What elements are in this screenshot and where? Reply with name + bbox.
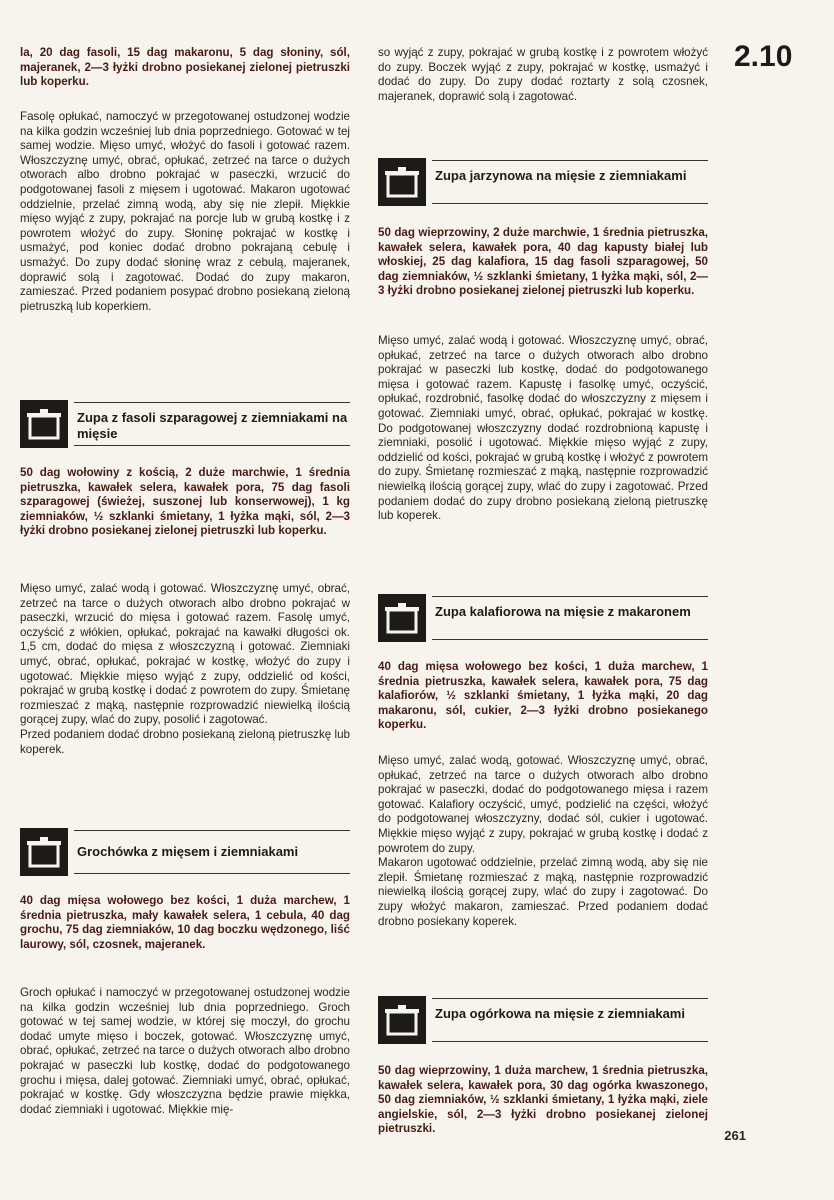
continued-text: so wyjąć z zupy, pokrajać w grubą kostkę i z powrotem włożyć do zupy. Boczek wyjąć z zupy, pokrajać w kostkę, usmażyć i dodać do zupy. Do zupy dodać roztarty z solą czosnek, majeranek, doprawić solą i zagotować. <box>378 46 708 103</box>
recipe-header <box>378 996 708 1044</box>
intro-ingredients: la, 20 dag fasoli, 15 dag makaronu, 5 dag słoniny, sól, majeranek, 2—3 łyżki drobno posiekanej zielonej pietruszki lub koperku. <box>20 46 350 89</box>
recipe-title: Zupa kalafiorowa na mięsie z makaronem <box>435 604 691 619</box>
recipe-ingredients: 50 dag wieprzowiny, 2 duże marchwie, 1 średnia pietruszka, kawałek selera, kawałek pora, 40 dag kapusty białej lub włoskiej, 25 dag kalafiora, 15 dag fasoli szparagowej, 50 dag ziemniaków, ½ szklanki śmietany, 1 łyżka mąki, sól, 2—3 łyżki drobno posiekanej zielonej pietruszki lub koperku. <box>378 226 708 298</box>
pot-icon <box>20 400 68 448</box>
pot-icon <box>378 594 426 642</box>
recipe-ingredients: 50 dag wieprzowiny, 1 duża marchew, 1 średnia pietruszka, kawałek selera, kawałek pora, 30 dag ogórka kwaszonego, 50 dag ziemniaków, ½ szklanki śmietany, 1 łyżka mąki, ziele angielskie, sól, 2—3 łyżki drobno posiekanej zielonej pietruszki. <box>378 1064 708 1136</box>
section-number: 2.10 <box>734 40 793 73</box>
intro-text: Fasolę opłukać, namoczyć w przegotowanej ostudzonej wodzie na kilka godzin wcześniej lub dnia poprzedniego. Gotować w tej samej wodzie. Mięso umyć, włożyć do fasoli i gotować razem. Włoszczyznę umyć, obrać, opłukać, zetrzeć na tarce o dużych otworach albo drobno pokrajać w paseczki, wrzucić do podgotowanej fasoli z mięsem i ugotować. Makaron ugotować oddzielnie, przelać zimną wodą, aby się nie zlepił. Miękkie mięso wyjąć z zupy, pokrajać na porcje lub w grubą kostkę i z powrotem włożyć do zupy. Słoninę pokrajać w kostkę i usmażyć, pod koniec dodać drobno pokrajaną cebulę i usmażyć. Do zupy dodać słoninę wraz z cebulą, majeranek, doprawić solą i zagotować. Dodać do zupy makaron, zamieszać. Przed podaniem posypać drobno posiekaną zieloną pietruszką lub koperkiem. <box>20 110 350 313</box>
recipe-text: Mięso umyć, zalać wodą i gotować. Włoszczyznę umyć, obrać, opłukać, zetrzeć na tarce o dużych otworach albo drobno pokrajać w paseczki lub kostkę, dodać do podgotowanego mięsa i gotować razem. Kapustę i fasolkę umyć, oczyścić, opłukać, rozdrobnić, fasolkę dodać do włoszczyzny z mięsem i gotować. Ziemniaki umyć, obrać, opłukać, pokrajać w kostkę. Do podgotowanej włoszczyzny dodać rozdrobnioną kapustę i ziemniaki, posolić i ugotować. Miękkie mięso wyjąć z zupy, oddzielić od kości, pokrajać w grubą kostkę i włożyć z powrotem do zupy. Śmietanę rozmieszać z mąką, następnie rozprowadzić niewielką ilością gorącej zupy, wlać do zupy i zagotować. Przed podaniem dodać do zupy drobno posiekaną zieloną pietruszkę lub koperek. <box>378 334 708 523</box>
page-number: 261 <box>724 1128 746 1143</box>
recipe-ingredients: 50 dag wołowiny z kością, 2 duże marchwie, 1 średnia pietruszka, kawałek selera, kawałek pora, 75 dag fasoli szparagowej (świeżej, suszonej lub konserwowej), 1 kg ziemniaków, ½ szklanki śmietany, 1 łyżka mąki, sól, 2—3 łyżki drobno posiekanej zielonej pietruszki lub koperku. <box>20 466 350 538</box>
recipe-text: Mięso umyć, zalać wodą, gotować. Włoszczyznę umyć, obrać, opłukać, zetrzeć na tarce o dużych otworach albo drobno pokrajać w paseczki, dodać do podgotowanego mięsa i razem gotować. Kalafiory oczyścić, umyć, podzielić na części, włożyć do podgotowanej włoszczyzny, dodać sól, cukier i ugotować. Miękkie mięso wyjąć z zupy, pokrajać w grubą kostkę i dodać z powrotem do zupy. <box>378 754 708 855</box>
recipe-title: Zupa ogórkowa na mięsie z ziemniakami <box>435 1006 685 1021</box>
recipe-text: Makaron ugotować oddzielnie, przelać zimną wodą, aby się nie zlepił. Śmietanę rozmieszać z mąką, następnie rozprowadzić niewielką ilością gorącej zupy, wlać do zupy i zagotować. Do zupy włożyć makaron, zamieszać. Przed podaniem dodać drobno posiekany koperek. <box>378 856 708 928</box>
recipe-header <box>378 158 708 206</box>
pot-icon <box>20 828 68 876</box>
recipe-ingredients: 40 dag mięsa wołowego bez kości, 1 duża marchew, 1 średnia pietruszka, mały kawałek selera, 1 cebula, 40 dag grochu, 75 dag ziemniaków, 10 dag boczku wędzonego, liść laurowy, sól, czosnek, majeranek. <box>20 894 350 951</box>
recipe-header <box>20 828 350 876</box>
recipe-title: Zupa jarzynowa na mięsie z ziemniakami <box>435 168 687 183</box>
pot-icon <box>378 158 426 206</box>
recipe-header <box>20 400 350 448</box>
recipe-title: Grochówka z mięsem i ziemniakami <box>77 844 299 859</box>
recipe-text: Groch opłukać i namoczyć w przegotowanej ostudzonej wodzie na kilka godzin wcześniej lub dnia poprzedniego. Groch gotować w tej samej wodzie, w której się moczył, do grochu dodać umyte mięso i boczek, gotować. Włoszczyznę umyć, obrać, opłukać, zetrzeć na tarce o dużych otworach albo drobno pokrajać w paseczki lub kostkę, dodać do podgotowanego grochu i mięsa, dalej gotować. Ziemniaki umyć, obrać, opłukać, pokrajać w kostkę. Gdy włoszczyzna będzie prawie miękka, dodać ziemniaki i ugotować. Miękkie mię- <box>20 986 350 1116</box>
recipe-header <box>378 594 708 642</box>
recipe-title: Zupa z fasoli szparagowej z ziemniakami na mięsie <box>77 410 348 441</box>
recipe-ingredients: 40 dag mięsa wołowego bez kości, 1 duża marchew, 1 średnia pietruszka, kawałek selera, kawałek pora, 75 dag kalafiorów, ½ szklanki śmietany, 1 łyżka mąki, 20 dag makaronu, sól, cukier, 2—3 łyżki drobno posiekanego koperku. <box>378 660 708 732</box>
pot-icon <box>378 996 426 1044</box>
recipe-text: Mięso umyć, zalać wodą i gotować. Włoszczyznę umyć, obrać, zetrzeć na tarce o dużych otworach albo drobno pokrajać w paseczki, wrzucić do mięsa i gotować razem. Fasolę umyć, oczyścić z włókien, opłukać, pokrajać na kawałki długości ok. 1,5 cm, dodać do mięsa z włoszczyzną i gotować. Ziemniaki umyć, obrać, opłukać, pokrajać w kostkę, włożyć do zupy i ugotować. Miękkie mięso wyjąć z zupy, oddzielić od kości, pokrajać w grubą kostkę i dodać z powrotem do zupy. Śmietanę rozmieszać z mąką, następnie rozprowadzić niewielką ilością gorącej zupy, wlać do zupy, posolić i zagotować. <box>20 582 350 727</box>
recipe-text: Przed podaniem dodać drobno posiekaną zieloną pietruszkę lub koperek. <box>20 727 350 756</box>
